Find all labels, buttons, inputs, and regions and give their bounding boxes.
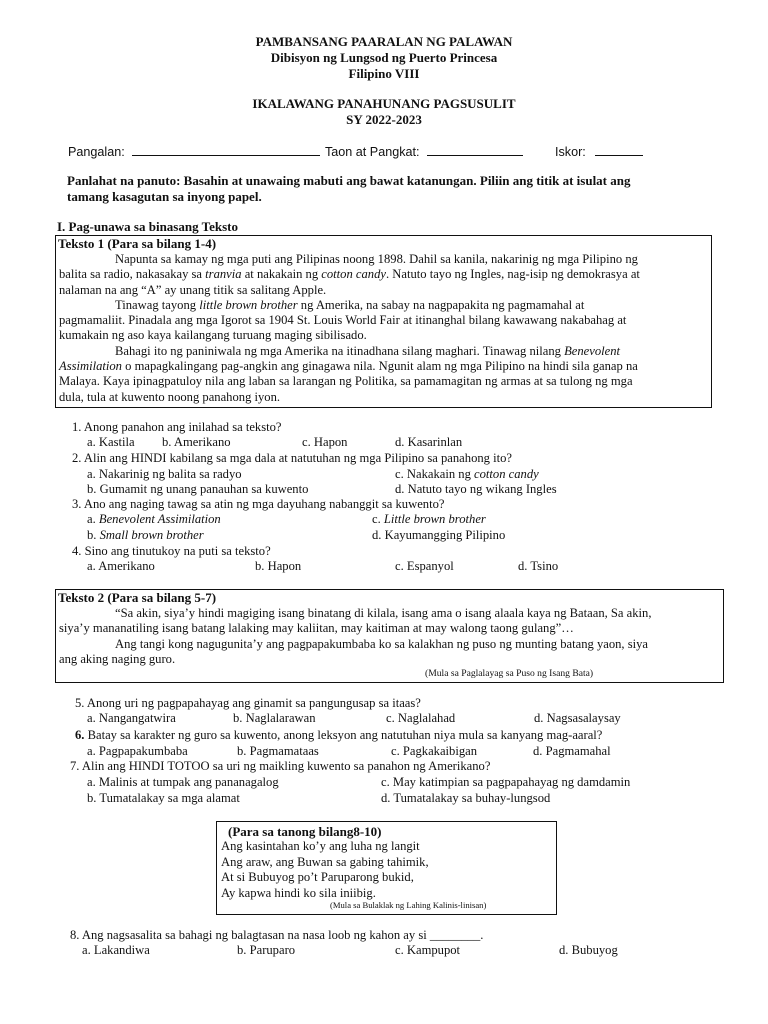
text1-p2-l3: kumakain ng aso kaya kailangang turuang maging sibilisado. bbox=[59, 328, 367, 343]
division-name: Dibisyon ng Lungsod ng Puerto Princesa bbox=[270, 50, 498, 65]
text2-body bbox=[59, 606, 721, 667]
name-label: Pangalan: bbox=[68, 145, 125, 159]
q4-choice-b[interactable]: b. Hapon bbox=[255, 559, 302, 573]
q6-choice-b[interactable]: b. Pagmamataas bbox=[237, 744, 319, 758]
text2-l4: ang aking naging guro. bbox=[59, 651, 176, 666]
exam-title: IKALAWANG PANAHUNANG PAGSUSULIT bbox=[252, 96, 516, 111]
score-blank[interactable] bbox=[595, 143, 643, 156]
text2-l3: Ang tangi kong nagugunita’y ang pagpapakumbaba ko sa kalakhan ng puso ng munting batang yaon, siya bbox=[115, 636, 649, 651]
q4-choice-d[interactable]: d. Tsino bbox=[518, 559, 559, 573]
q2-stem: 2. Alin ang HINDI kabilang sa mga dala at natutuhan ng mga Pilipino sa panahong ito? bbox=[72, 451, 512, 465]
name-blank[interactable] bbox=[132, 143, 320, 156]
text1-p2-l2: pagmamaliit. Pinadala ang mga Igorot sa 1904 St. Louis World Fair at itinanghal bilang kawawang nakabahag at bbox=[59, 313, 627, 328]
text2-l1: “Sa akin, siya’y hindi magiging isang binatang di kilala, isang ama o isang alaala kaya ng Bataan, Sa akin, bbox=[115, 606, 652, 620]
text1-body bbox=[59, 252, 709, 405]
q3-stem: 3. Ano ang naging tawag sa atin ng mga dayuhang nabanggit sa kuwento? bbox=[72, 497, 445, 511]
poem-l2: Ang araw, ang Buwan sa gabing tahimik, bbox=[221, 854, 429, 869]
q8-choice-c[interactable]: c. Kampupot bbox=[395, 943, 461, 957]
q5-choice-b[interactable]: b. Naglalarawan bbox=[233, 711, 316, 725]
q6-choice-a[interactable]: a. Pagpapakumbaba bbox=[87, 744, 188, 758]
q3-choice-c[interactable]: c. Little brown brother bbox=[372, 512, 486, 526]
q7-choice-b[interactable]: b. Tumatalakay sa mga alamat bbox=[87, 791, 240, 805]
q2-choice-d[interactable]: d. Natuto tayo ng wikang Ingles bbox=[395, 482, 557, 496]
q4-choice-a[interactable]: a. Amerikano bbox=[87, 559, 155, 573]
text1-title: Teksto 1 (Para sa bilang 1-4) bbox=[58, 236, 217, 251]
q2-choice-b[interactable]: b. Gumamit ng unang panauhan sa kuwento bbox=[87, 482, 309, 496]
q6-choice-d[interactable]: d. Pagmamahal bbox=[533, 744, 611, 758]
q5-choice-a[interactable]: a. Nangangatwira bbox=[87, 711, 176, 725]
q2-choice-c[interactable]: c. Nakakain ng cotton candy bbox=[395, 467, 539, 481]
q6-choice-c[interactable]: c. Pagkakaibigan bbox=[391, 744, 478, 758]
score-label: Iskor: bbox=[555, 145, 586, 159]
q5-stem: 5. Anong uri ng pagpapahayag ang ginamit sa pangungusap sa itaas? bbox=[75, 696, 421, 710]
text2-title: Teksto 2 (Para sa bilang 5-7) bbox=[58, 590, 217, 605]
text1-p3-l4: dula, tula at kuwento noong panahong iyon. bbox=[59, 389, 281, 404]
poem-source: (Mula sa Bulaklak ng Lahing Kalinis-linisan) bbox=[330, 900, 487, 910]
poem-l4: Ay kapwa hindi ko sila iniibig. bbox=[221, 885, 376, 900]
text2-l2: siya’y mananatiling isang batang lalaking may kaliitan, may kaitiman at may walong taong gulang”… bbox=[59, 621, 574, 636]
name-field[interactable] bbox=[68, 143, 320, 159]
q3-choice-d[interactable]: d. Kayumangging Pilipino bbox=[372, 528, 506, 542]
section-title: I. Pag-unawa sa binasang Teksto bbox=[57, 219, 238, 234]
q5-choice-c[interactable]: c. Naglalahad bbox=[386, 711, 456, 725]
poem-title: (Para sa tanong bilang8-10) bbox=[228, 824, 382, 839]
instructions-line1: Panlahat na panuto: Basahin at unawaing mabuti ang bawat katanungan. Piliin ang titik at isulat ang bbox=[67, 173, 631, 188]
school-name: PAMBANSANG PAARALAN NG PALAWAN bbox=[255, 34, 513, 49]
score-field[interactable] bbox=[555, 143, 643, 159]
instructions-line2: tamang kasagutan sa inyong papel. bbox=[67, 189, 262, 204]
text1-p3-l1: Bahagi ito ng paniniwala ng mga Amerika na itinadhana silang maghari. Tinawag nilang Benevolent bbox=[115, 343, 621, 358]
text2-source: (Mula sa Paglalayag sa Puso ng Isang Bata) bbox=[425, 668, 594, 679]
q1-choice-b[interactable]: b. Amerikano bbox=[162, 435, 231, 449]
q6-stem: 6. Batay sa karakter ng guro sa kuwento, anong leksyon ang natutuhan niya mula sa kanyang mag-aaral? bbox=[75, 728, 603, 742]
q2-choice-a[interactable]: a. Nakarinig ng balita sa radyo bbox=[87, 467, 242, 481]
q4-stem: 4. Sino ang tinutukoy na puti sa teksto? bbox=[72, 544, 271, 558]
school-year: SY 2022-2023 bbox=[346, 112, 422, 127]
text1-p1-l2: balita sa radio, nakasakay sa tranvia at nakakain ng cotton candy. Natuto tayo ng Ingles, nag-isip ng demokrasya at bbox=[59, 267, 640, 282]
text1-p2-l1: Tinawag tayong little brown brother ng Amerika, na sabay na nagpapakita ng pagmamahal at bbox=[115, 297, 585, 312]
poem-l1: Ang kasintahan ko’y ang luha ng langit bbox=[221, 839, 420, 853]
subject-name: Filipino VIII bbox=[348, 66, 420, 81]
q4-choice-c[interactable]: c. Espanyol bbox=[395, 559, 454, 573]
q3-choice-a[interactable]: a. Benevolent Assimilation bbox=[87, 512, 221, 526]
q1-choice-c[interactable]: c. Hapon bbox=[302, 435, 348, 449]
grade-section-field[interactable] bbox=[325, 143, 523, 159]
q5-choice-d[interactable]: d. Nagsasalaysay bbox=[534, 711, 621, 725]
q1-stem: 1. Anong panahon ang inilahad sa teksto? bbox=[72, 420, 282, 434]
grade-section-label: Taon at Pangkat: bbox=[325, 145, 420, 159]
poem-l3: At si Bubuyog po’t Paruparong bukid, bbox=[221, 870, 414, 884]
text1-p3-l3: Malaya. Kaya ipinagpatuloy nila ang laban sa larangan ng Politika, sa pamamagitan ng armas at sa tulong ng mga bbox=[59, 374, 633, 389]
grade-section-blank[interactable] bbox=[427, 143, 523, 156]
q8-choice-a[interactable]: a. Lakandiwa bbox=[82, 943, 150, 957]
q7-choice-d[interactable]: d. Tumatalakay sa buhay-lungsod bbox=[381, 791, 551, 805]
q3-choice-b[interactable]: b. Small brown brother bbox=[87, 528, 204, 542]
q1-choice-d[interactable]: d. Kasarinlan bbox=[395, 435, 463, 449]
text1-p3-l2: Assimilation o mapagkalingang pag-angkin ang ginagawa nila. Ngunit alam ng mga Pilipino na hindi sila ganap na bbox=[59, 359, 638, 374]
q7-choice-a[interactable]: a. Malinis at tumpak ang pananagalog bbox=[87, 775, 279, 789]
q7-choice-c[interactable]: c. May katimpian sa pagpapahayag ng damdamin bbox=[381, 775, 631, 789]
q1-choice-a[interactable]: a. Kastila bbox=[87, 435, 135, 449]
poem-body bbox=[221, 839, 551, 901]
q8-choice-d[interactable]: d. Bubuyog bbox=[559, 943, 618, 957]
q8-stem: 8. Ang nagsasalita sa bahagi ng balagtasan na nasa loob ng kahon ay si ________. bbox=[70, 928, 484, 942]
text1-p1-l3: nalaman na ang “A” ay unang titik sa salitang Apple. bbox=[59, 282, 327, 297]
q7-stem: 7. Alin ang HINDI TOTOO sa uri ng maikling kuwento sa panahon ng Amerikano? bbox=[70, 759, 491, 773]
q8-choice-b[interactable]: b. Paruparo bbox=[237, 943, 296, 957]
text1-p1-l1: Napunta sa kamay ng mga puti ang Pilipinas noong 1898. Dahil sa kanila, nakarinig ng mga Pilipino ng bbox=[115, 252, 638, 266]
